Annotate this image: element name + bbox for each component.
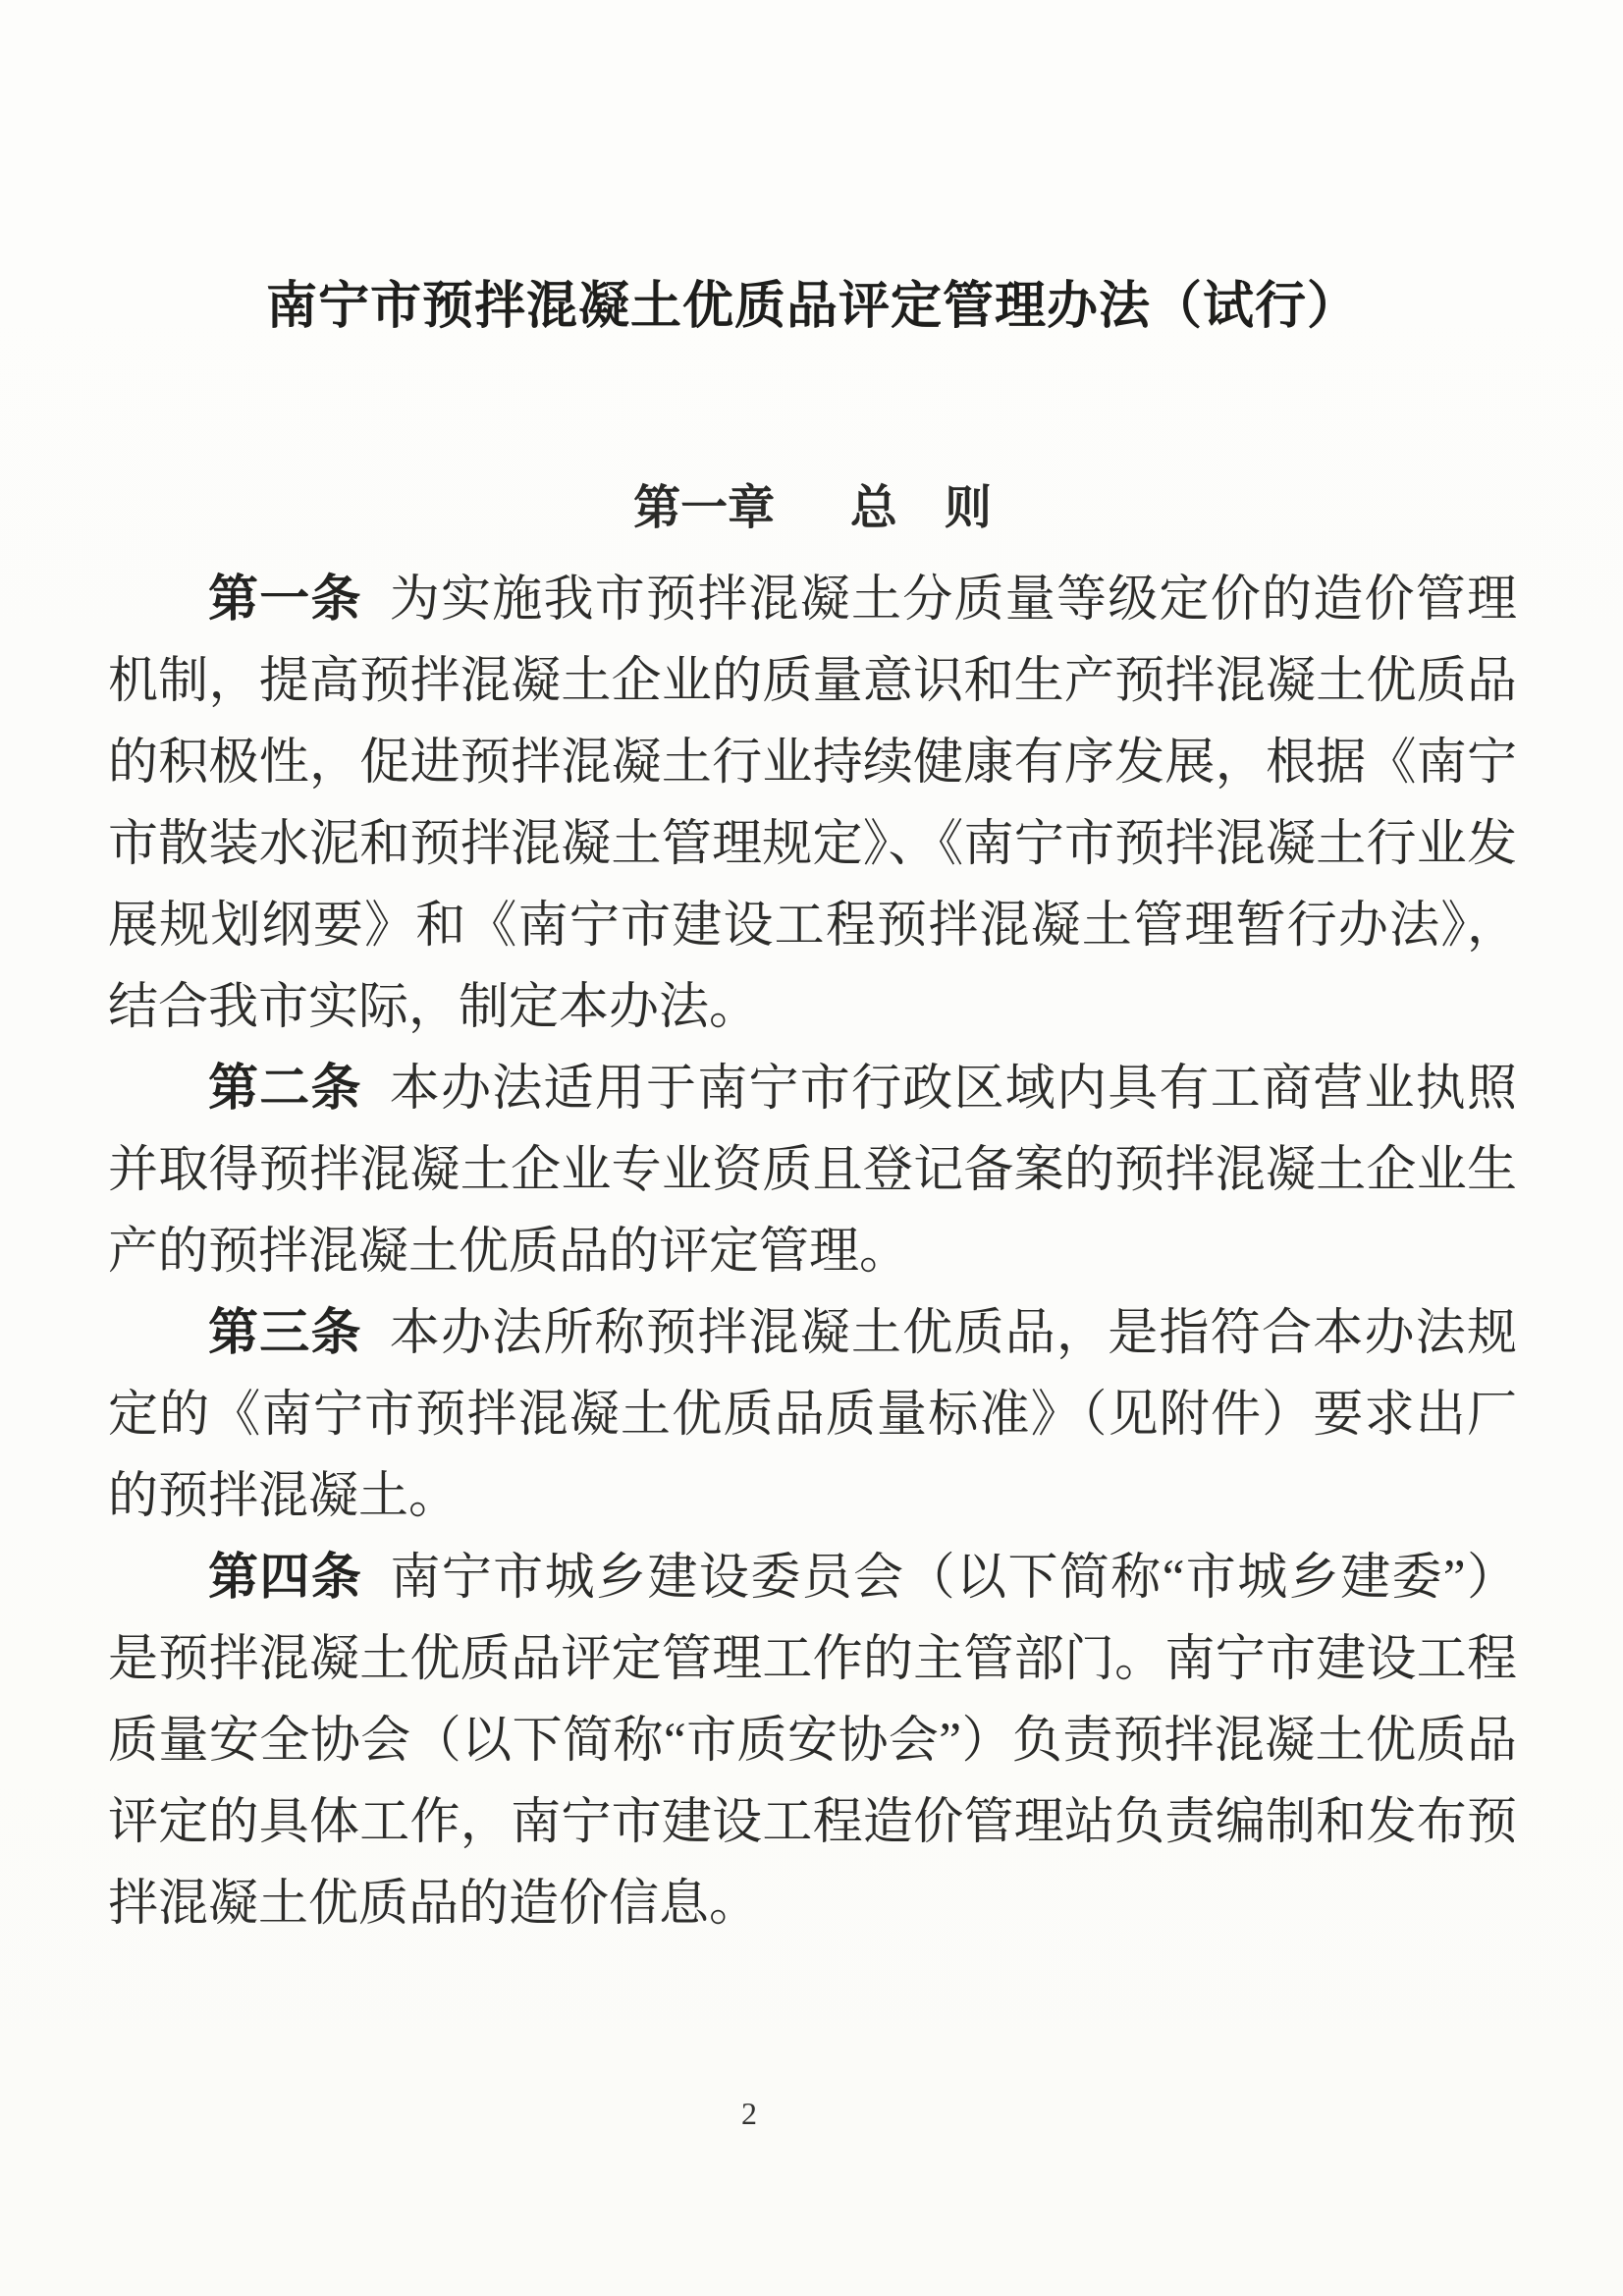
article-paragraph-2	[108, 1049, 1517, 1293]
page-number: 2	[741, 2096, 757, 2131]
chapter-heading	[108, 481, 1517, 536]
chapter-title: 总 则	[849, 482, 992, 534]
article-paragraph-1	[108, 560, 1517, 1049]
article-3-text: 本办法所称预拌混凝土优质品，是指符合本办法规定的《南宁市预拌混凝土优质品质量标准》（见附件）要求出厂的预拌混凝土。	[108, 1306, 1517, 1524]
article-3-label: 第三条	[208, 1306, 362, 1361]
article-paragraph-3	[108, 1293, 1517, 1538]
article-1-label: 第一条	[208, 573, 362, 628]
article-4-text: 南宁市城乡建设委员会（以下简称“市城乡建委”）是预拌混凝土优质品评定管理工作的主管部门。南宁市建设工程质量安全协会（以下简称“市质安协会”）负责预拌混凝土优质品评定的具体工作，南宁市建设工程造价管理站负责编制和发布预拌混凝土优质品的造价信息。	[108, 1551, 1517, 1932]
document-title: 南宁市预拌混凝土优质品评定管理办法（试行）	[265, 279, 1359, 335]
article-2-label: 第二条	[208, 1062, 362, 1117]
document-body	[108, 560, 1517, 1945]
article-1-text: 为实施我市预拌混凝土分质量等级定价的造价管理机制，提高预拌混凝土企业的质量意识和生产预拌混凝土优质品的积极性，促进预拌混凝土行业持续健康有序发展，根据《南宁市散装水泥和预拌混凝土管理规定》、《南宁市预拌混凝土行业发展规划纲要》和《南宁市建设工程预拌混凝土管理暂行办法》，结合我市实际，制定本办法。	[108, 573, 1517, 1035]
article-paragraph-4	[108, 1538, 1517, 1945]
article-4-label: 第四条	[208, 1551, 363, 1606]
article-2-text: 本办法适用于南宁市行政区域内具有工商营业执照并取得预拌混凝土企业专业资质且登记备案的预拌混凝土企业生产的预拌混凝土优质品的评定管理。	[108, 1062, 1517, 1280]
chapter-number: 第一章	[633, 482, 776, 534]
